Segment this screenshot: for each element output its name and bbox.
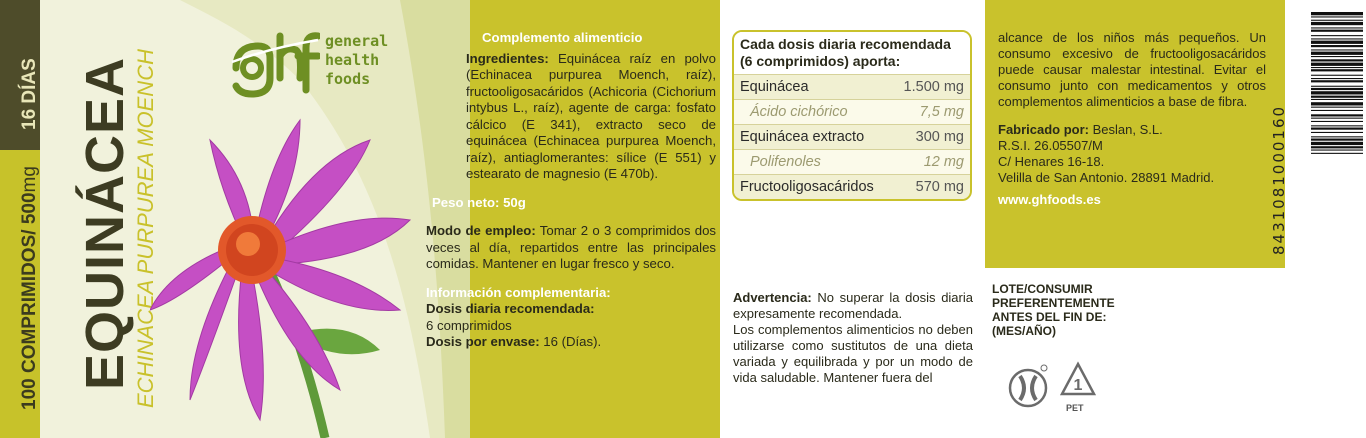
barcode-bar — [1311, 41, 1363, 44]
front-panel — [0, 0, 470, 438]
green-dot-recycle-icon — [1008, 362, 1048, 410]
barcode-bar — [1311, 153, 1363, 154]
website-link[interactable]: www.ghfoods.es — [998, 192, 1101, 207]
table-row: Polifenoles 12 mg — [734, 149, 970, 174]
barcode-bar — [1311, 99, 1363, 100]
barcode-bar — [1311, 45, 1363, 47]
strip-days: 16 DÍAS — [19, 58, 40, 130]
daily-dose-label: Dosis diaria recomendada: — [426, 301, 595, 316]
product-latin-name: ECHINACEA PURPUREA MOENCH — [133, 49, 158, 408]
barcode-bar — [1311, 59, 1363, 61]
per-pack: Dosis por envase: 16 (Días). — [426, 334, 602, 349]
barcode-bar — [1311, 128, 1363, 130]
table-row: Ácido cichórico 7,5 mg — [734, 99, 970, 124]
barcode-bar — [1311, 12, 1363, 15]
barcode-bar — [1311, 52, 1363, 55]
barcode-bar — [1311, 139, 1363, 141]
ghf-logo-icon — [230, 28, 320, 98]
product-title: EQUINÁCEA — [75, 56, 135, 390]
barcode-bar — [1311, 125, 1363, 126]
barcode-area — [1285, 0, 1366, 268]
barcode-bar — [1311, 86, 1363, 87]
barcode-number: 8431081000160 — [1270, 104, 1288, 255]
barcode-bar — [1311, 22, 1363, 25]
pet-recycle-icon — [1056, 360, 1100, 404]
barcode-bar — [1311, 35, 1363, 36]
daily-dose-value: 6 comprimidos — [426, 317, 512, 333]
barcode-bar — [1311, 110, 1363, 111]
table-row: Equinácea 1.500 mg — [734, 74, 970, 99]
barcode-bar — [1311, 150, 1363, 151]
barcode-bar — [1311, 27, 1363, 28]
usage-block: Modo de empleo: Tomar 2 o 3 comprimidos dos veces al día, repartidos entre las principales comidas. Mantener en lugar fresco y seco. — [426, 223, 716, 271]
barcode-bar — [1311, 136, 1363, 137]
barcode-bar — [1311, 67, 1363, 68]
barcode-bar — [1311, 118, 1363, 119]
manufacturer-block: Fabricado por: Beslan, S.L. R.S.I. 26.05507/M C/ Henares 16-18. Velilla de San Antonio. 28891 Madrid. www.ghfoods.es — [998, 122, 1266, 208]
svg-text:1: 1 — [1073, 377, 1083, 394]
barcode-bar — [1311, 30, 1363, 32]
warning-block: Advertencia: No superar la dosis diaria expresamente recomendada. Los complementos alimenticios no deben utilizarse como sustitutos de una dieta variada y equilibrada y por un modo de vida saludable. Mantener fuera del — [733, 290, 973, 385]
barcode-bar — [1311, 63, 1363, 66]
barcode-bar — [1311, 121, 1363, 122]
table-row: Fructooligosacáridos 570 mg — [734, 174, 970, 199]
barcode-icon — [1285, 0, 1366, 268]
info-column — [426, 30, 716, 351]
nutrition-table-header: Cada dosis diaria recomendada (6 comprimidos) aporta: — [734, 32, 970, 74]
barcode-bar — [1311, 132, 1363, 133]
barcode-bar — [1311, 38, 1363, 39]
barcode-bar — [1311, 16, 1363, 17]
barcode-bar — [1311, 20, 1363, 21]
ingredients-block: Ingredientes: Equinácea raíz en polvo (Echinacea purpurea Moench, raíz), fructooligosacáridos (Achicoria (Cichorium intybus L., raíz), agente de carga: fosfato cálcico (E 341), extracto seco de equinácea (Echinacea purpurea Moench, raíz), antiaglomerantes: sílice (E 551) y estearato de magnesio (E 470b). — [466, 50, 716, 181]
net-weight: Peso neto: 50g — [432, 194, 526, 210]
table-row: Equinácea extracto 300 mg — [734, 124, 970, 149]
barcode-bar — [1311, 142, 1363, 145]
barcode-bar — [1311, 88, 1363, 90]
barcode-bar — [1311, 56, 1363, 57]
nutrition-table — [732, 30, 972, 201]
barcode-bar — [1311, 102, 1363, 105]
barcode-bar — [1311, 80, 1363, 82]
barcode-bar — [1311, 69, 1363, 71]
brand-name: general health foods — [325, 32, 389, 88]
barcode-bar — [1311, 91, 1363, 94]
right-column — [998, 30, 1266, 208]
lot-expiry-block: LOTE/CONSUMIR PREFERENTEMENTE ANTES DEL FIN DE: (MES/AÑO) — [992, 282, 1115, 338]
info-heading: Información complementaria: — [426, 284, 611, 300]
supplement-heading: Complemento alimenticio — [482, 30, 643, 45]
barcode-bar — [1311, 114, 1363, 116]
strip-quantity: 100 COMPRIMIDOS/ 500mg — [19, 166, 40, 410]
barcode-bar — [1311, 78, 1363, 79]
barcode-bar — [1311, 96, 1363, 98]
echinacea-flower-icon — [150, 100, 430, 438]
barcode-bar — [1311, 75, 1363, 76]
barcode-bar — [1311, 49, 1363, 50]
barcode-bar — [1311, 107, 1363, 108]
barcode-bar — [1311, 146, 1363, 148]
pet-label: PET — [1066, 403, 1084, 413]
warning-continued: alcance de los niños más pequeños. Un consumo excesivo de fructooligosacáridos puede causar malestar intestinal. Evitar el consumo junto con medicamentos y otros complementos alimenticios a base de fibra. — [998, 30, 1266, 109]
